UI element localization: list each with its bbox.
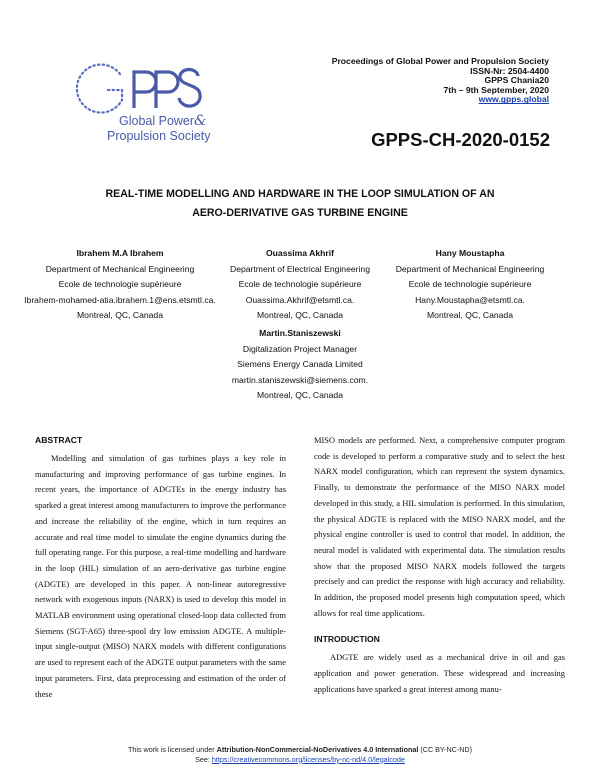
logo-line-1: Global Power& [119,113,207,129]
introduction-heading: INTRODUCTION [314,634,380,645]
title-line-2: AERO-DERIVATIVE GAS TURBINE ENGINE [192,207,408,219]
proceedings-block [332,57,549,105]
author-email: martin.staniszewski@siemens.com. [231,374,369,385]
gpps-logo [76,60,226,155]
author-org: Ecole de technologie supérieure [238,279,362,290]
introduction-paragraph: ADGTE are widely used as a mechanical drive in oil and gas application and power generation. These widespread and increasing applications have sparked a great interest among manu- [314,652,565,694]
author-dept: Department of Mechanical Engineering [45,263,195,274]
license-footer [0,745,600,764]
proceedings-line-1: Proceedings of Global Power and Propulsion Society [331,56,549,66]
paper-id: GPPS-CH-2020-0152 [371,129,550,150]
logo-line-2: Propulsion Society [107,129,211,143]
author-dept: Department of Electrical Engineering [230,263,370,274]
title-line-1: REAL-TIME MODELLING AND HARDWARE IN THE LOOP SIMULATION OF AN [105,188,495,200]
author-name: Ouassima Akhrif [266,248,334,258]
author-email: Ibrahem-mohamed-atia.ibrahem.1@ens.etsmtl.ca. [24,294,216,305]
author-block [215,246,385,324]
author-dept: Department of Mechanical Engineering [395,263,545,274]
abstract-paragraph: Modelling and simulation of gas turbines plays a key role in manufacturing and improving performance of gas turbine engines. In recent years, the importance of ADGTEs in the energy industry has sparked a great interest among manufacturers to improve the performance and increase the reliability of the engine, which in turn requires an accurate and real time model to simulate the engine dynamics during the full operating range. For this purpose, a real-time modelling and hardware in the loop (HIL) simulation of an aero-derivative gas turbine engine (ADGTE) are developed in this paper. A non-linear autoregressive network with exogenous inputs (NARX) is used to develop this model in MATLAB environment using operational closed-loop data collected from Siemens (SGT-A65) three-spool dry low emission ADGTE. A multiple-input single-output (MISO) NARX models with different configurations are used to represent each of the ADGTE output parameters with the same input parameters. First, data preprocessing and estimation of the order of these [35,453,286,699]
author-email: Ouassima.Akhrif@etsmtl.ca. [245,294,355,305]
author-city: Montreal, QC, Canada [77,310,163,321]
license-link[interactable]: https://creativecommons.org/licenses/by-nc-nd/4.0/legalcode [211,754,405,764]
author-org: Ecole de technologie supérieure [58,279,182,290]
author-name: Hany Moustapha [435,248,505,258]
author-dept: Digitalization Project Manager [242,343,358,354]
author-city: Montreal, QC, Canada [427,310,513,321]
license-line: This work is licensed under Attribution-NonCommercial-NoDerivatives 4.0 International (CC BY-NC-ND) [127,745,472,754]
left-column [35,434,286,702]
author-city: Montreal, QC, Canada [257,390,343,401]
proceedings-line-4: 7th – 9th September, 2020 [443,84,549,95]
gpps-website-link[interactable]: www.gpps.global [478,94,549,105]
abstract-heading: ABSTRACT [35,435,83,445]
paper-title [0,185,600,223]
right-column [314,433,565,698]
proceedings-line-2: ISSN-Nr: 2504-4400 [470,65,549,76]
author-email: Hany.Moustapha@etsmtl.ca. [415,294,525,305]
author-block [200,326,400,404]
gpps-wordmark-graphic [76,60,226,120]
author-org: Siemens Energy Canada Limited [237,359,363,370]
proceedings-line-3: GPPS Chania20 [484,75,549,86]
author-block [380,246,560,324]
author-name: Martin.Staniszewski [259,328,341,338]
author-org: Ecole de technologie supérieure [408,279,532,290]
author-name: Ibrahem M.A Ibrahem [76,248,164,258]
author-city: Montreal, QC, Canada [257,310,343,321]
abstract-paragraph-continued: MISO models are performed. Next, a comprehensive computer program code is developed to perform a comparative study and to select the best NARX model configuration, which can represent the system dynamics. Finally, to demonstrate the performance of the MISO NARX model developed in this study, a HIL simulation is performed. In this simulation, the physical ADGTE is replaced with the MISO NARX model, and the physical engine controller is used to control that model. In addition, the neural model is validated with experimental data. The simulation results show that the proposed MISO NARX models followed the targets precisely and can predict the response with high accuracy and reliability. In addition, the proposed model presents high computation speed, which allows for real time applications. [314,435,565,618]
license-link-line: See: https://creativecommons.org/licenses/by-nc-nd/4.0/legalcode [195,754,405,764]
author-block [20,246,220,324]
